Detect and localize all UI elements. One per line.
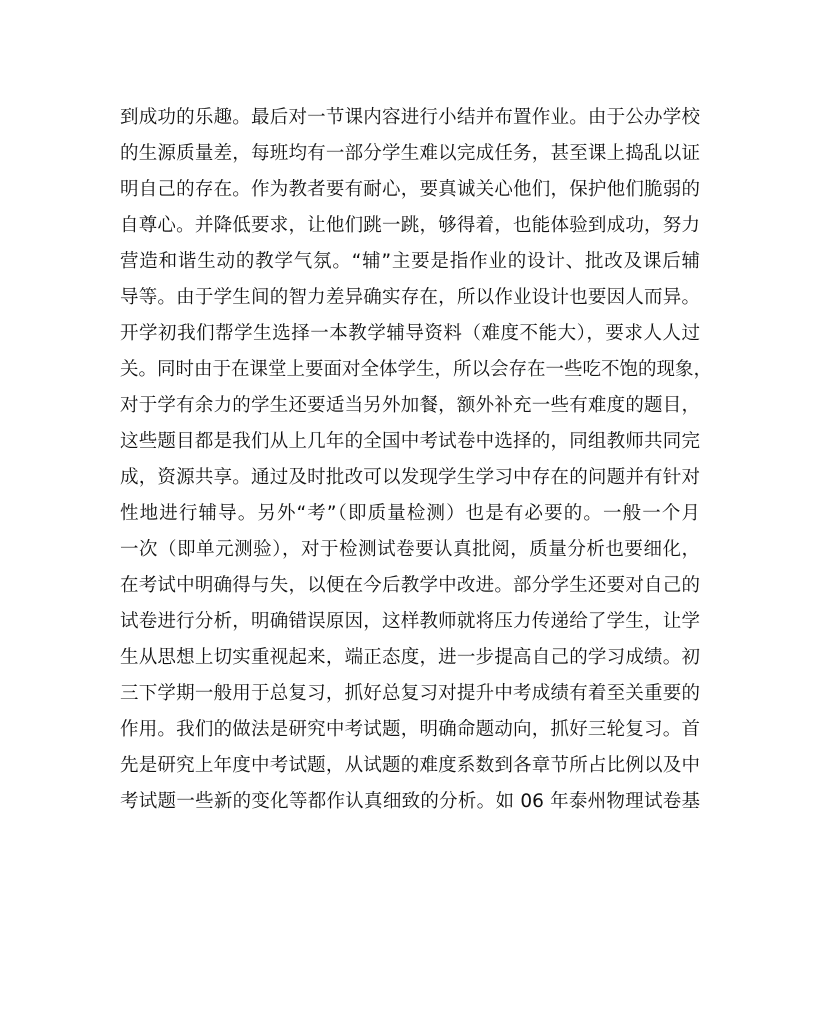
body-text <box>120 100 713 820</box>
text-line: 到成功的乐趣。最后对一节课内容进行小结并布置作业。由于公办学校 <box>120 107 700 128</box>
text-line: 的生源质量差，每班均有一部分学生难以完成任务，甚至课上捣乱以证 <box>120 143 700 164</box>
text-line: 性地进行辅导。另外“考”（即质量检测）也是有必要的。一般一个月 <box>120 503 700 524</box>
text-line: 作用。我们的做法是研究中考试题，明确命题动向，抓好三轮复习。首 <box>120 719 700 740</box>
text-line: 关。同时由于在课堂上要面对全体学生，所以会存在一些吃不饱的现象， <box>120 359 713 380</box>
text-line: 导等。由于学生间的智力差异确实存在，所以作业设计也要因人而异。 <box>120 287 700 308</box>
text-line: 一次（即单元测验），对于检测试卷要认真批阅，质量分析也要细化， <box>120 539 700 560</box>
text-line: 先是研究上年度中考试题，从试题的难度系数到各章节所占比例以及中 <box>120 755 700 776</box>
text-line: 自尊心。并降低要求，让他们跳一跳，够得着，也能体验到成功，努力 <box>120 215 700 236</box>
text-line: 明自己的存在。作为教者要有耐心，要真诚关心他们，保护他们脆弱的 <box>120 179 700 200</box>
text-line: 考试题一些新的变化等都作认真细致的分析。如 06 年泰州物理试卷基 <box>120 791 700 812</box>
text-line: 成，资源共享。通过及时批改可以发现学生学习中存在的问题并有针对 <box>120 467 700 488</box>
text-line: 三下学期一般用于总复习，抓好总复习对提升中考成绩有着至关重要的 <box>120 683 700 704</box>
text-line: 对于学有余力的学生还要适当另外加餐，额外补充一些有难度的题目， <box>120 395 700 416</box>
text-line: 在考试中明确得与失，以便在今后教学中改进。部分学生还要对自己的 <box>120 575 700 596</box>
text-line: 试卷进行分析，明确错误原因，这样教师就将压力传递给了学生，让学 <box>120 611 700 632</box>
text-line: 这些题目都是我们从上几年的全国中考试卷中选择的，同组教师共同完 <box>120 431 700 452</box>
text-line: 营造和谐生动的教学气氛。“辅”主要是指作业的设计、批改及课后辅 <box>120 251 700 272</box>
text-line: 生从思想上切实重视起来，端正态度，进一步提高自己的学习成绩。初 <box>120 647 700 668</box>
text-line: 开学初我们帮学生选择一本教学辅导资料（难度不能大），要求人人过 <box>120 323 700 344</box>
